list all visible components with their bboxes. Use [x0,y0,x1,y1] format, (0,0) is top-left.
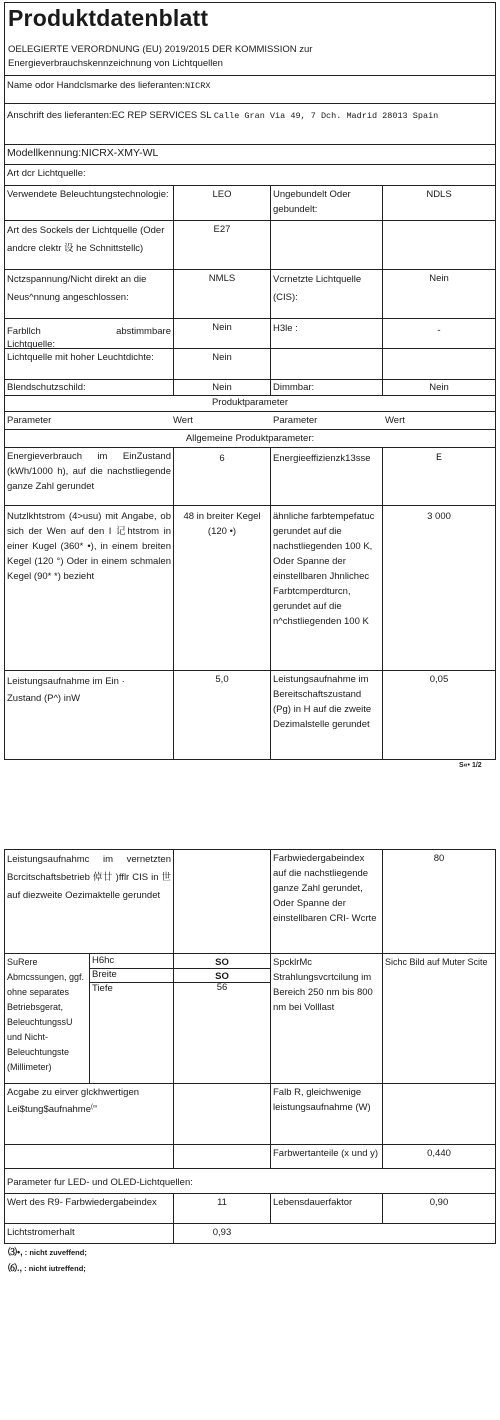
glare-shield-label: Blendschutzschild: [7,382,86,393]
on-mode-power-label [5,671,173,759]
envelope-value: - [382,319,495,348]
col-header-parameter-right: Parameter [273,415,318,426]
chromaticity-label: Farbwertanteile (x und y) [270,1145,382,1168]
equivalent-power-text: Acgabe zu eirver glckhwertigen Lei$tung$aufnahme [7,1087,140,1116]
dimensions-label: SuRere Abmcssungen, ggf. ohne separates Betriebsgerat, BeleuchtungssU und Nicht- Beleuchtungste (Millimeter) [7,957,85,1072]
dimension-width-value: SO [215,971,229,982]
subtable-divider [173,954,174,1083]
energy-consumption-row [5,448,495,506]
empty-cell [382,221,495,269]
dimension-depth-label: Tiefe [92,983,113,994]
empty-cell [270,349,382,379]
glare-shield-row [5,380,495,396]
empty-cell [382,1084,495,1144]
supplier-address-label: Anschrift des lieferanten: [7,110,112,121]
cct-label: ähnliche farbtempefatuc gerundet auf die nachstliegenden 100 K, Oder Spanne der einstellbaren Jhnlichec Farbtcmperdturcn, gerundet auf die n^chstliegenden 100 K [270,506,382,670]
regulation-line-2: Energieverbrauchskennzeichnung von Lichtquellen [8,58,223,69]
technology-value: LEO [173,186,270,220]
standby-power-label: Leistungsaufnahme im Bereitschaftszustand (Pg) in H auf die zweite Dezimalstelle gerundet [270,671,382,759]
on-mode-power-label-2: Zustand (P^) inW [7,693,81,704]
energy-consumption-label: Energieverbrauch im EinZustand (kWh/1000 h), auf die nachstliegende ganze Zahl gerundet [7,451,171,492]
equivalent-power-sup: (∞ [91,1104,98,1110]
socket-value: E27 [173,221,270,269]
footnote-2-text: : nicht iutreffend; [24,1264,86,1273]
empty-cell [382,349,495,379]
supplier-name-row [5,76,495,104]
spectral-value: Sichc Bild auf Muter Scite [382,954,495,1083]
footnote-2 [8,1261,86,1274]
r9-label: Wert des R9- Farbwiedergabeindex [7,1197,157,1208]
spectral-label: SpcklrMc Strahlungsvcrtcilung im Bereich 250 nm bis 800 nm bei Volllast [270,954,382,1083]
energy-class-value: E [382,448,495,505]
empty-cell [173,1084,270,1144]
technology-row [5,186,495,221]
mains-row [5,270,495,319]
networked-standby-label: Leistungsaufnahmc im vernetzten Bcrcitschaftsbetrieb 倬廿 )fflr CIS in 世 auf diezweite Oezimaktelle gerundet [7,854,171,901]
color-tunable-label [5,319,173,348]
equivalent-power-row [5,1084,495,1145]
high-luminance-row [5,349,495,380]
glare-shield-value: Nein [173,380,270,395]
equivalent-power-label [5,1084,173,1144]
color-tunable-label-2: abstimmbare [116,326,171,337]
envelope-label: H3le : [270,319,382,348]
lumen-maintenance-value: 0,93 [173,1224,270,1243]
networked-standby-row [5,850,495,954]
dimension-height-value: SO [215,957,229,968]
footnote-1-mark: ⑶•, [8,1247,23,1257]
dimmable-label: Dimmbar: [270,380,382,395]
cri-value: 80 [382,850,495,953]
on-mode-power-label-1: Leistungsaufnahme im Ein · [7,676,125,687]
led-params-heading: Parameter fur LED- und OLED-Lichtquellen: [7,1177,193,1188]
mains-value: NMLS [173,270,270,318]
type-heading-row [5,165,495,186]
header-block [5,3,495,76]
survival-factor-value: 0,90 [382,1194,495,1223]
page-title: Produktdatenblatt [8,5,209,31]
supplier-address-street: Calle Gran Via 49, 7 Dch. Madrid 28013 Spain [213,111,439,121]
chromaticity-value: 0,440 [382,1145,495,1168]
model-value: NICRX-XMY-WL [81,147,159,159]
r9-row [5,1194,495,1224]
datasheet-page-1 [4,2,496,760]
col-header-parameter-left: Parameter [7,415,52,426]
energy-consumption-value: 6 [173,448,270,505]
on-mode-power-row [5,671,495,759]
supplier-name-label: Name odor Handclsmarke des lieferanten: [7,80,185,91]
page-marker: S«• 1/2 [459,762,482,769]
footnote-1 [8,1245,87,1258]
standby-power-value: 0,05 [382,671,495,759]
supplier-address-company: EC REP SERVICES SL [111,110,212,121]
dimension-depth-value: 56 [216,982,228,993]
survival-factor-label: Lebensdauerfaktor [270,1194,382,1223]
lumen-maintenance-label: Lichtstromerhalt [7,1227,75,1238]
datasheet-page-2 [4,849,496,1244]
regulation-line-1: OELEGIERTE VERORDNUNG (EU) 2019/2015 DER KOMMISSION zur [8,44,313,55]
socket-label-line-2: andcre clektr 设 he Schnittstellc) [7,243,144,254]
connected-label: Vcrnetzte Lichtquelle (CIS): [270,270,382,318]
column-header-row [5,412,495,430]
model-row [5,145,495,165]
supplier-name-value: NICRX [184,81,211,91]
empty-cell [173,850,270,953]
supplier-address-row [5,104,495,145]
type-heading: Art dcr Lichtquelle: [7,168,86,179]
led-params-heading-row [5,1169,495,1194]
luminous-flux-label: Nutzlkhtstrom (4>usu) mit Angabe, ob sich der Wen auf den I 记htstrom in einer Kugel (360* •), in einem breiten Kegel (120 °) Oder in einem schmalen Kegel (90* *) bezieht [7,511,171,582]
r9-value: 11 [173,1194,270,1223]
bundled-value: NDLS [382,186,495,220]
supplier-address [7,108,438,124]
empty-cell [173,1145,270,1168]
high-luminance-label: Lichtquelle mit hoher Leuchtdichte: [7,352,154,363]
general-params-heading-row [5,430,495,448]
dimension-height [90,954,270,969]
energy-class-label: Energieeffizienzk13sse [270,448,382,505]
col-header-wert-left: Wert [173,415,193,426]
mains-label: Nctzspannung/Nicht direkt an die Neus^nnung angeschlossen: [7,274,147,303]
color-tunable-label-3: Lichtquelle: [7,339,56,348]
cri-label: Farbwiedergabeindex auf die nachstliegende ganze Zahl gerundet, Oder Spanne der einstellbaren CRI- Wcrte [270,850,382,953]
socket-label-line-1: Art des Sockels der Lichtquelle (Oder [7,225,165,236]
luminous-flux-value: 48 in breiter Kegel (120 •) [173,506,270,670]
luminous-flux-row [5,506,495,671]
general-params-heading: Allgemeine Produktparameter: [185,433,315,444]
high-luminance-value: Nein [173,349,270,379]
dimension-width-label: Breite [92,969,117,980]
col-header-wert-right: Wert [385,415,405,426]
supplier-name [7,78,210,94]
on-mode-power-value: 5,0 [173,671,270,759]
product-params-heading-row [5,396,495,412]
dimension-depth [90,982,270,996]
model-identifier [7,147,158,159]
dimensions-row [5,954,495,1084]
footnote-2-mark: ⑹., [8,1263,23,1273]
empty-cell [5,1145,173,1168]
lumen-maintenance-row [5,1224,495,1243]
bundled-label: Ungebundelt Oder gebundelt: [270,186,382,220]
socket-row [5,221,495,270]
color-tunable-label-1: Farbllch [7,326,41,337]
color-equivalent-label: Falb R, gleichwenige leistungsaufnahme (W) [270,1084,382,1144]
dimensions-subtable [89,954,270,1083]
product-params-heading: Produktparameter [211,397,289,408]
connected-value: Nein [382,270,495,318]
chromaticity-row [5,1145,495,1169]
technology-label: Verwendete Beleuchtungstechnologie: [7,189,169,200]
socket-label [5,221,173,269]
color-tunable-value: Nein [173,319,270,348]
dimension-height-label: H6hc [92,955,115,966]
footnote-1-text: : nicht zuveffend; [24,1248,87,1257]
empty-cell [270,221,382,269]
color-tunable-row [5,319,495,349]
dimmable-value: Nein [382,380,495,395]
model-label: Modellkennung: [7,147,82,159]
cct-value: 3 000 [382,506,495,670]
